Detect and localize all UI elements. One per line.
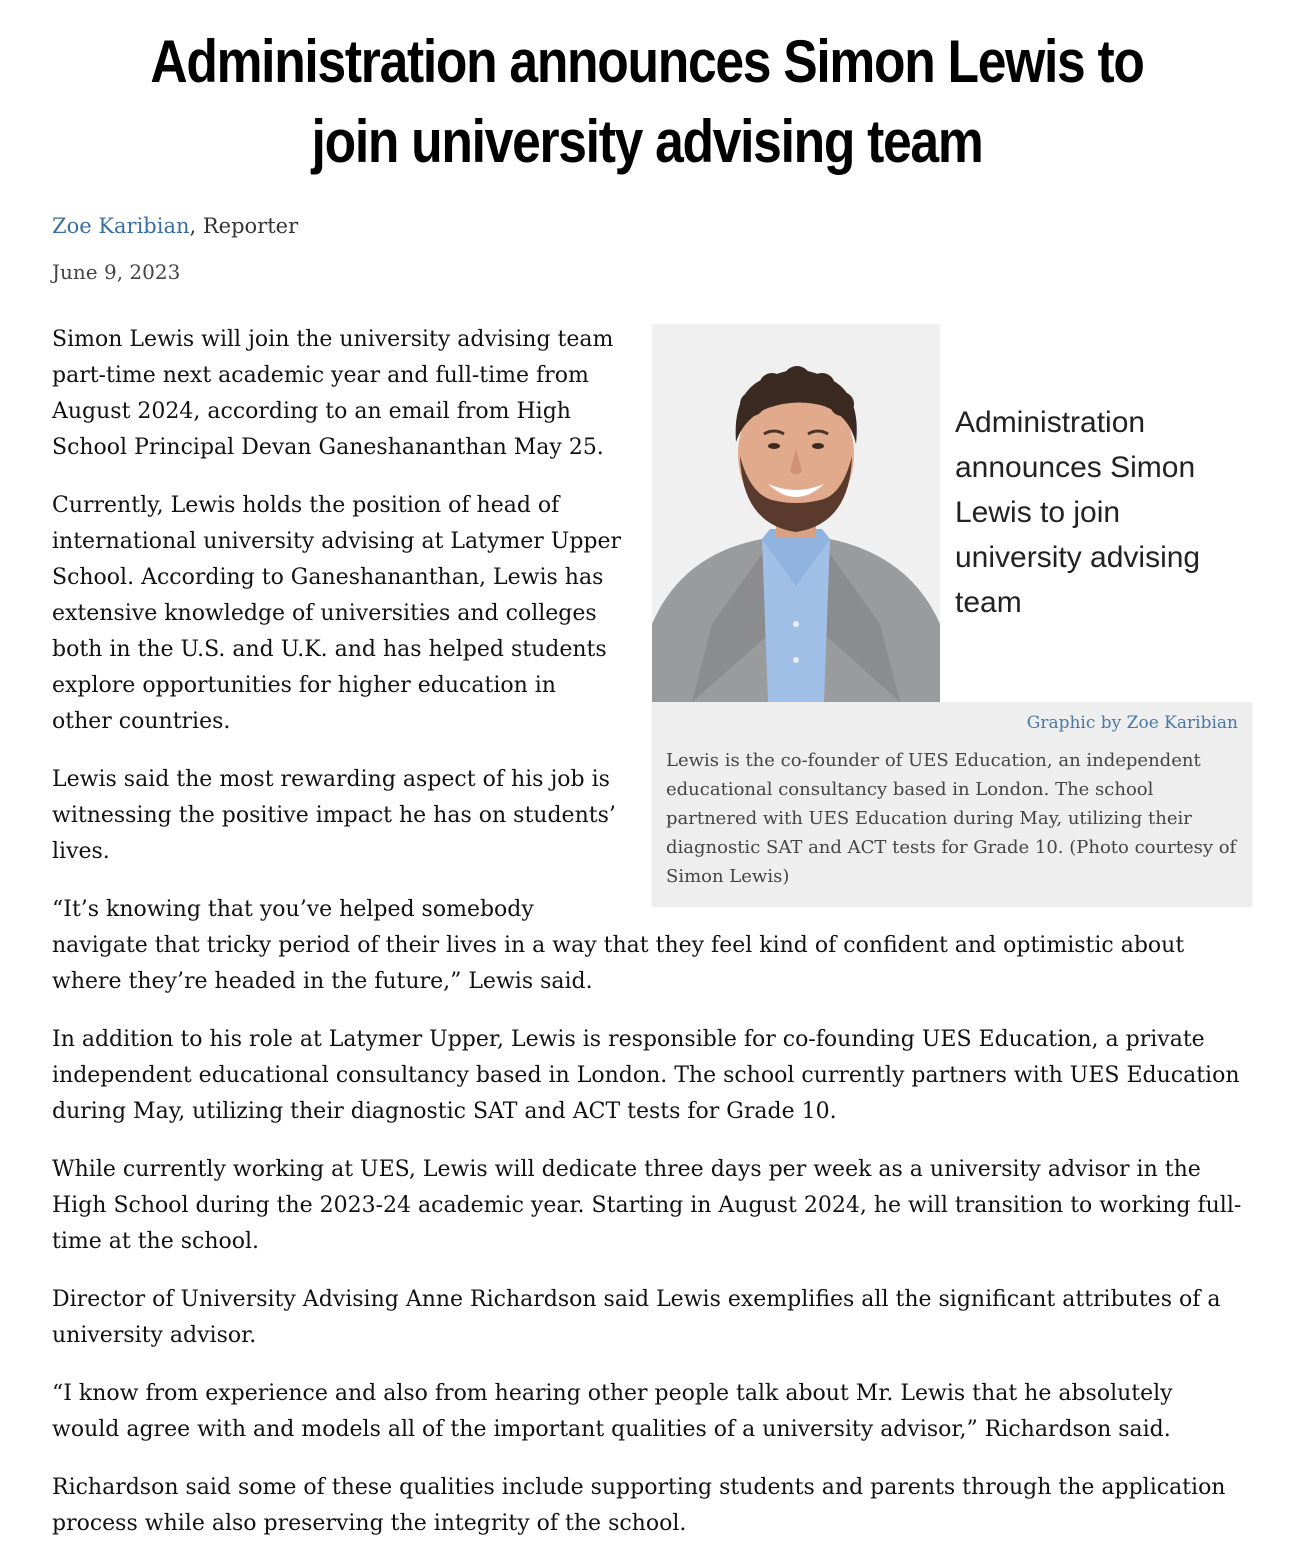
- author-role: , Reporter: [189, 214, 299, 238]
- paragraph: Richardson said some of these qualities include supporting students and parents through the application process while also preserving the integrity of the school.: [52, 1475, 1226, 1536]
- paragraph: Simon Lewis will join the university advising team part-time next academic year and full-time from August 2024, according to an email from High School Principal Devan Ganeshananthan May 25.: [52, 327, 614, 460]
- article-headline: Administration announces Simon Lewis to join university advising team: [150, 28, 1144, 175]
- author-link[interactable]: Zoe Karibian: [52, 214, 190, 238]
- paragraph: Currently, Lewis holds the position of head of international university advising at Latymer Upper School. According to Ganeshananthan, Lewis has extensive knowledge of universities and colleges both in the U.S. and U.K. and has helped students explore opportunities for higher education in other countries.: [52, 493, 622, 734]
- graphic-credit[interactable]: Graphic by Zoe Karibian: [1026, 713, 1238, 733]
- article-figure: [652, 324, 1252, 907]
- caption-box: [652, 702, 1252, 907]
- publish-date: June 9, 2023: [52, 260, 181, 284]
- article-body: [52, 322, 1242, 1564]
- paragraph: While currently working at UES, Lewis will dedicate three days per week as a university advisor in the High School during the 2023-24 academic year. Starting in August 2024, he will transition to working full-time at the school.: [52, 1157, 1242, 1254]
- portrait-photo: [652, 324, 940, 702]
- paragraph: Director of University Advising Anne Richardson said Lewis exemplifies all the significant attributes of a university advisor.: [52, 1287, 1221, 1348]
- paragraph: In addition to his role at Latymer Upper, Lewis is responsible for co-founding UES Education, a private independent educational consultancy based in London. The school currently partners with UES Education during May, utilizing their diagnostic SAT and ACT tests for Grade 10.: [52, 1027, 1240, 1124]
- photo-caption: Lewis is the co-founder of UES Education, an independent educational consultancy based in London. The school partnered with UES Education during May, utilizing their diagnostic SAT and ACT tests for Grade 10. (Photo courtesy of Simon Lewis): [666, 750, 1237, 887]
- paragraph: Lewis said the most rewarding aspect of his job is witnessing the positive impact he has on students’ lives.: [52, 767, 616, 864]
- paragraph: “I know from experience and also from hearing other people talk about Mr. Lewis that he absolutely would agree with and models all of the important qualities of a university advisor,” Richardson said.: [52, 1381, 1173, 1442]
- paragraph: “It’s knowing that you’ve helped somebody navigate that tricky period of their lives in a way that they feel kind of confident and optimistic about where they’re headed in the future,” Lewis said.: [52, 897, 1185, 994]
- graphic-title: Administration announces Simon Lewis to join university advising team: [955, 406, 1201, 619]
- feature-graphic: [652, 324, 1252, 702]
- byline: [52, 210, 298, 242]
